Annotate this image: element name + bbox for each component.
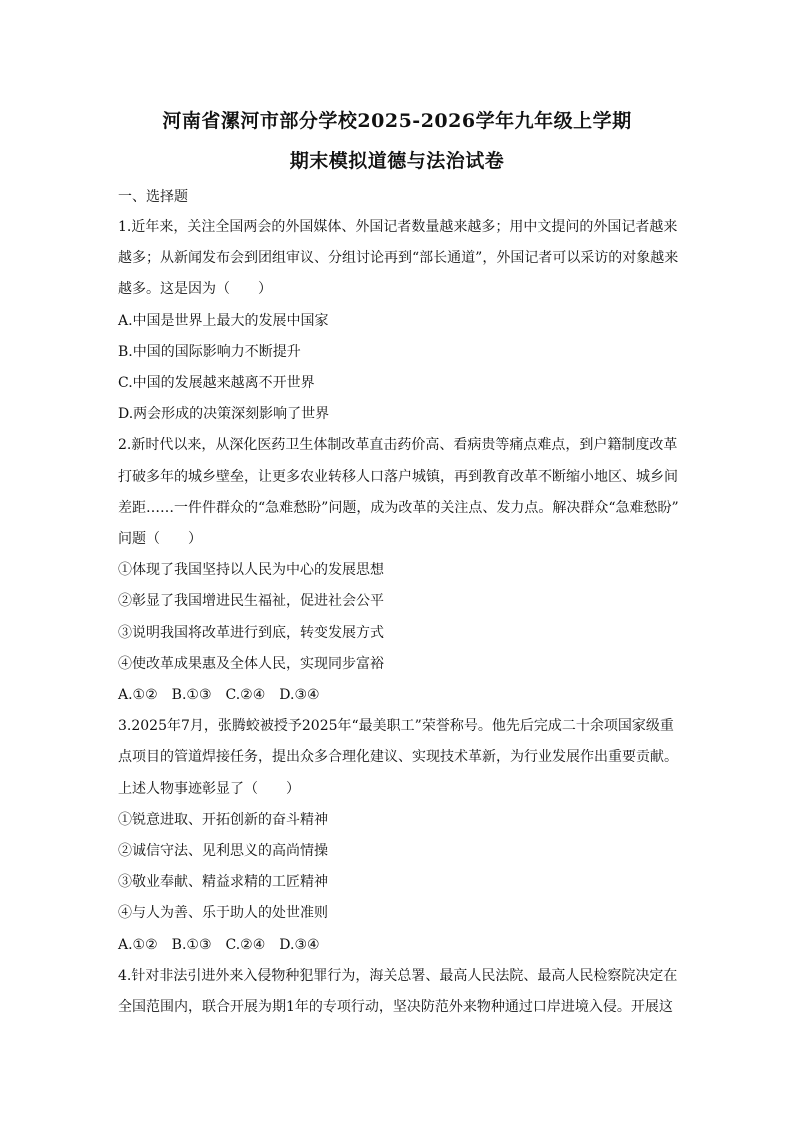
q1-stem-line-1: 1.近年来，关注全国两会的外国媒体、外国记者数量越来越多；用中文提问的外国记者越来 — [118, 219, 678, 235]
q3-statement-3: ③敬业奉献、精益求精的工匠精神 — [118, 874, 328, 890]
section-heading: 一、选择题 — [118, 189, 188, 205]
q2-choices — [118, 685, 688, 705]
q3-statement-2: ②诚信守法、见利思义的高尚情操 — [118, 843, 328, 859]
exam-title-line-2: 期末模拟道德与法治试卷 — [289, 150, 505, 172]
q2-statement-2: ②彰显了我国增进民生福祉，促进社会公平 — [118, 593, 384, 609]
q1-option-b: B.中国的国际影响力不断提升 — [118, 344, 301, 360]
q1-stem-line-2: 越多；从新闻发布会到团组审议、分组讨论再到“部长通道”，外国记者可以采访的对象越来 — [118, 250, 679, 266]
q4-stem-line-1: 4.针对非法引进外来入侵物种犯罪行为，海关总署、最高人民法院、最高人民检察院决定在 — [118, 968, 678, 984]
q3-statement-4: ④与人为善、乐于助人的处世准则 — [118, 905, 328, 921]
q2-statement-4: ④使改革成果惠及全体人民，实现同步富裕 — [118, 656, 384, 672]
q3-choices — [118, 935, 688, 955]
q3-stem-line-2: 点项目的管道焊接任务，提出众多合理化建议、实现技术革新，为行业发展作出重要贡献。 — [118, 749, 678, 765]
q1-option-a: A.中国是世界上最大的发展中国家 — [118, 313, 329, 329]
q3-choice-d: D.③④ — [279, 937, 320, 953]
q1-option-c: C.中国的发展越来越离不开世界 — [118, 375, 315, 391]
q2-stem-line-4: 问题（ ） — [118, 531, 202, 547]
q2-choice-d: D.③④ — [279, 687, 320, 703]
q2-choice-a: A.①② — [118, 687, 158, 703]
q2-stem-line-2: 打破多年的城乡壁垒，让更多农业转移人口落户城镇，再到教育改革不断缩小地区、城乡间 — [118, 469, 678, 485]
q2-choice-b: B.①③ — [171, 687, 212, 703]
q2-stem-line-3: 差距……一件件群众的“急难愁盼”问题，成为改革的关注点、发力点。解决群众“急难愁盼” — [118, 500, 679, 516]
q4-stem-line-2: 全国范围内，联合开展为期1年的专项行动，坚决防范外来物种通过口岸进境入侵。开展这 — [118, 999, 673, 1015]
q2-stem-line-1: 2.新时代以来，从深化医药卫生体制改革直击药价高、看病贵等痛点难点，到户籍制度改革 — [118, 437, 678, 453]
q2-choice-c: C.②④ — [225, 687, 266, 703]
q2-statement-1: ①体现了我国坚持以人民为中心的发展思想 — [118, 562, 384, 578]
q3-choice-b: B.①③ — [171, 937, 212, 953]
q3-stem-line-3: 上述人物事迹彰显了（ ） — [118, 781, 300, 797]
q3-choice-c: C.②④ — [225, 937, 266, 953]
q1-stem-line-3: 越多。这是因为（ ） — [118, 281, 272, 297]
q3-choice-a: A.①② — [118, 937, 158, 953]
q2-statement-3: ③说明我国将改革进行到底，转变发展方式 — [118, 625, 384, 641]
q3-stem-line-1: 3.2025年7月，张腾蛟被授予2025年“最美职工”荣誉称号。他先后完成二十余项国家级重 — [118, 718, 674, 734]
q1-option-d: D.两会形成的决策深刻影响了世界 — [118, 406, 330, 422]
q3-statement-1: ①锐意进取、开拓创新的奋斗精神 — [118, 812, 328, 828]
exam-title-line-1: 河南省漯河市部分学校2025-2026学年九年级上学期 — [162, 110, 632, 132]
